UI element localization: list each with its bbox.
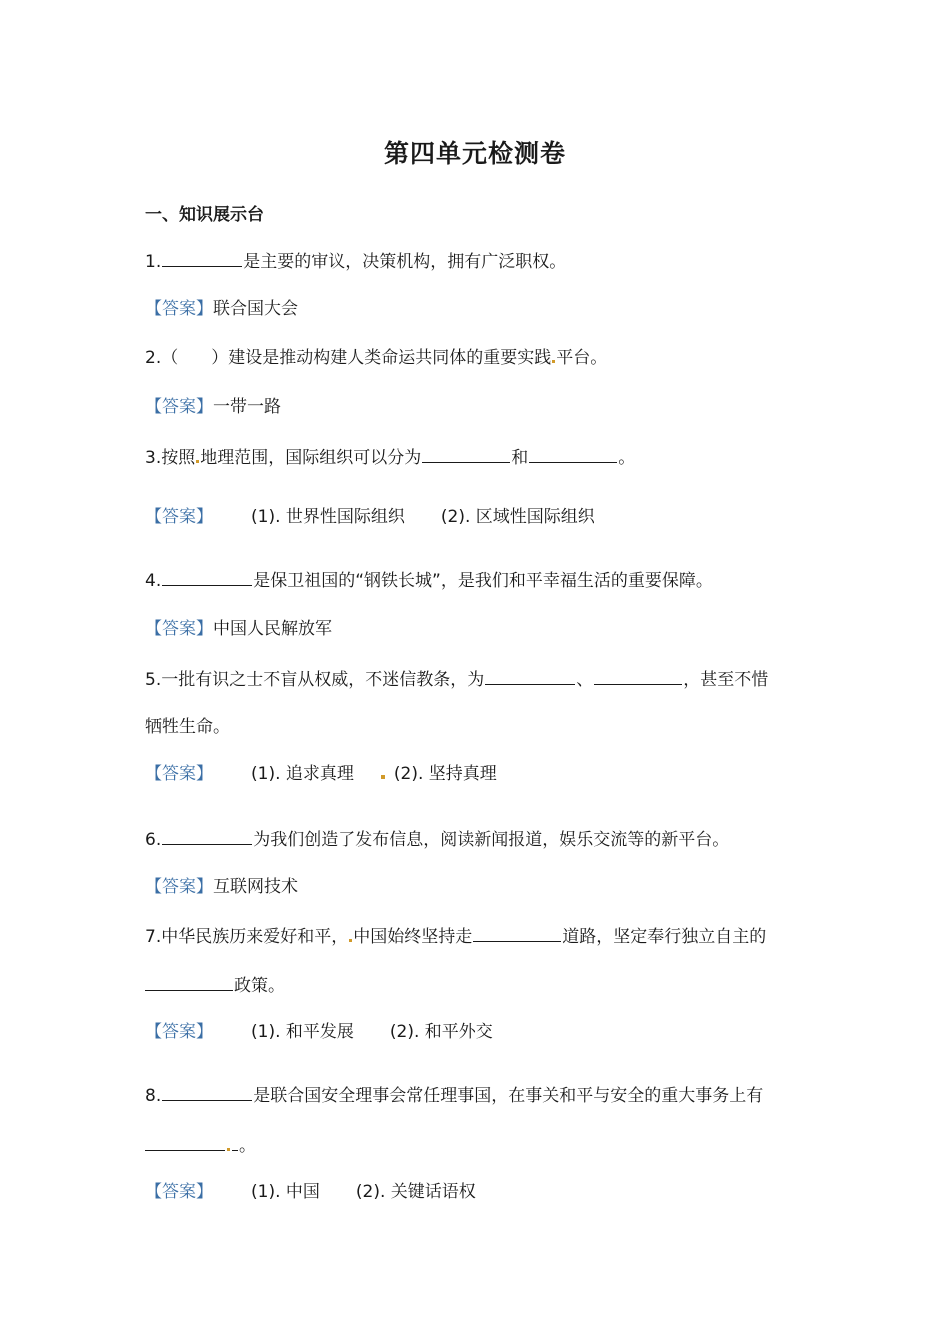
- answer-2: [145, 395, 281, 419]
- question-text: 是保卫祖国的“钢铁长城”，是我们和平幸福生活的重要保障。: [253, 571, 713, 591]
- question-text-end: 。: [618, 448, 636, 468]
- question-8-line2: [145, 1132, 256, 1158]
- question-7-line2: [145, 972, 285, 998]
- question-text: 按照: [161, 448, 196, 468]
- answer-blank: [162, 567, 252, 586]
- answer-blank: [162, 1082, 252, 1101]
- question-number: 8.: [145, 1086, 162, 1106]
- question-6: [145, 826, 729, 852]
- question-number: 1.: [145, 252, 162, 272]
- page-title: 第四单元检测卷: [383, 139, 566, 168]
- question-text: 和: [511, 448, 529, 468]
- question-2: [145, 346, 607, 370]
- answer-blank: [162, 826, 252, 845]
- question-text: 中国始终坚持走: [353, 927, 473, 947]
- answer-blank: [162, 248, 242, 267]
- answer-blank: [473, 923, 561, 942]
- answer-tag: 【答案】: [145, 1022, 213, 1042]
- question-number: 5.: [145, 670, 162, 690]
- answer-blank: [145, 1132, 225, 1151]
- question-number: 7.: [145, 927, 162, 947]
- question-text: 地理范围，国际组织可以分为: [200, 448, 422, 468]
- question-text: ，甚至不惜: [683, 670, 769, 690]
- answer-blank: [594, 666, 682, 685]
- answer-blank: [145, 972, 233, 991]
- answer-tag: 【答案】: [145, 397, 213, 417]
- question-5-line2: [145, 715, 230, 739]
- stray-dot: [552, 360, 555, 363]
- stray-dot: [196, 460, 199, 463]
- question-text: 政策。: [234, 976, 285, 996]
- answer-text: 中国人民解放军: [213, 619, 332, 639]
- stray-dot: [227, 1148, 230, 1151]
- question-text: 一批有识之士不盲从权威，不迷信教条，为: [161, 670, 485, 690]
- question-number: 4.: [145, 571, 162, 591]
- answer-text: 一带一路: [213, 397, 281, 417]
- answer-blank: [529, 444, 617, 463]
- answer-4: [145, 617, 332, 641]
- answer-tag: 【答案】: [145, 619, 213, 639]
- answer-tag: 【答案】: [145, 299, 213, 319]
- question-text-end: 平台。: [556, 348, 608, 368]
- answer-blank: [485, 666, 575, 685]
- section-heading: 一、知识展示台: [145, 205, 264, 225]
- answer-5: [145, 762, 497, 786]
- question-4: [145, 567, 713, 593]
- answer-tag: 【答案】: [145, 1182, 213, 1202]
- answer-text-1: (1). 中国: [251, 1182, 320, 1202]
- question-5: [145, 666, 768, 692]
- question-text: 为我们创造了发布信息，阅读新闻报道，娱乐交流等的新平台。: [253, 830, 730, 850]
- question-1: [145, 248, 566, 274]
- answer-text-1: (1). 世界性国际组织: [251, 507, 405, 527]
- question-text-end: 。: [239, 1136, 256, 1156]
- answer-text-2: (2). 和平外交: [389, 1022, 493, 1042]
- question-text: 、: [576, 670, 594, 690]
- answer-text-2: (2). 坚持真理: [393, 764, 497, 784]
- answer-6: [145, 875, 298, 899]
- answer-3: [145, 505, 595, 529]
- question-text: 是联合国安全理事会常任理事国，在事关和平与安全的重大事务上有: [253, 1086, 764, 1106]
- answer-1: [145, 297, 298, 321]
- question-text: 是主要的审议，决策机构，拥有广泛职权。: [243, 252, 567, 272]
- paren-open: （: [161, 348, 179, 368]
- question-8: [145, 1082, 763, 1108]
- answer-text-1: (1). 追求真理: [251, 764, 354, 784]
- question-number: 6.: [145, 830, 162, 850]
- answer-tag: 【答案】: [145, 507, 213, 527]
- question-number: 3.: [145, 448, 162, 468]
- answer-8: [145, 1180, 476, 1204]
- question-text: 道路，坚定奉行独立自主的: [562, 927, 767, 947]
- answer-text-2: (2). 区域性国际组织: [440, 507, 595, 527]
- answer-blank: [422, 444, 510, 463]
- paren-close: ）: [211, 348, 229, 368]
- answer-blank: [232, 1132, 238, 1151]
- answer-text: 互联网技术: [213, 877, 298, 897]
- question-text: 建设是推动构建人类命运共同体的重要实践: [228, 348, 552, 368]
- answer-text-2: (2). 关键话语权: [355, 1182, 476, 1202]
- question-number: 2.: [145, 348, 162, 368]
- answer-tag: 【答案】: [145, 877, 213, 897]
- answer-7: [145, 1020, 493, 1044]
- answer-text-1: (1). 和平发展: [251, 1022, 354, 1042]
- answer-tag: 【答案】: [145, 764, 213, 784]
- question-text: 牺牲生命。: [145, 717, 230, 737]
- question-text: 中华民族历来爱好和平，: [161, 927, 349, 947]
- stray-dot: [381, 775, 385, 779]
- answer-text: 联合国大会: [213, 299, 298, 319]
- question-3: [145, 444, 635, 470]
- stray-dot: [349, 939, 352, 942]
- question-7: [145, 923, 766, 949]
